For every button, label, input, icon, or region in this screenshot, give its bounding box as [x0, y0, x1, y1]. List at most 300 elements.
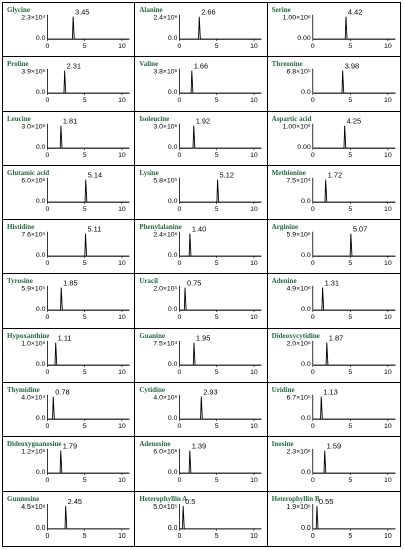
x-tick-label: 5 [215, 43, 219, 50]
panel-title: Proline [7, 60, 29, 69]
x-tick-label: 10 [250, 423, 259, 431]
x-tick-label: 0 [310, 368, 315, 376]
panel-title: Isoleucine [139, 114, 170, 123]
chromatogram-panel [135, 3, 267, 57]
x-tick-label: 5 [348, 97, 352, 105]
peak-trace [312, 180, 395, 202]
panel-title: Arginine [271, 223, 299, 232]
y-max-label: 7.5×10⁴ [285, 177, 311, 185]
x-tick-label: 5 [348, 477, 352, 485]
peak-label: 4.42 [347, 7, 363, 17]
x-tick-label: 0 [177, 423, 182, 431]
x-tick-label: 10 [118, 423, 126, 431]
panel-title: Heterophyllin B [271, 494, 320, 503]
peak-label: 1.79 [62, 442, 78, 452]
chromatogram-panel [3, 57, 135, 111]
chromatogram-plot [135, 57, 266, 110]
peak-label: 2.31 [66, 62, 82, 72]
x-tick-label: 10 [118, 260, 126, 268]
x-tick-label: 0 [310, 97, 315, 105]
y-min-label: 0.0 [35, 524, 46, 532]
peak-label: 1.13 [322, 387, 338, 397]
peak-label: 1.31 [324, 279, 339, 289]
y-min-label: 0.0 [300, 89, 311, 97]
peak-label: 0.5 [185, 496, 196, 506]
chromatogram-panel [135, 274, 267, 328]
x-tick-label: 0 [310, 477, 315, 485]
peak-label: 1.81 [62, 116, 78, 126]
peak-trace [180, 234, 262, 256]
chromatogram-plot [268, 492, 400, 546]
y-min-label: 0.0 [168, 524, 178, 532]
x-tick-label: 10 [383, 477, 392, 485]
peak-trace [312, 125, 395, 147]
peak-label: 2.45 [67, 496, 83, 506]
y-max-label: 6.7×10⁵ [286, 394, 311, 402]
x-tick-label: 0 [310, 423, 315, 431]
x-tick-label: 10 [250, 368, 259, 376]
y-max-label: 2.3×10⁴ [21, 14, 46, 22]
chromatogram-plot [3, 383, 134, 436]
y-max-label: 5.9×10⁶ [286, 231, 311, 239]
y-min-label: 0.0 [35, 252, 46, 260]
peak-label: 0.55 [318, 496, 334, 506]
panel-title: Hypoxanthine [7, 331, 50, 340]
chromatogram-plot [3, 166, 134, 219]
panel-title: Threonine [271, 60, 303, 69]
peak-label: 0.78 [55, 387, 70, 397]
peak-label: 2.93 [203, 387, 218, 397]
chromatogram-plot [3, 57, 134, 110]
x-tick-label: 10 [250, 205, 259, 213]
chromatogram-plot [135, 3, 266, 56]
chromatogram-panel [268, 220, 400, 274]
x-tick-label: 0 [45, 97, 50, 105]
x-tick-label: 5 [82, 151, 87, 159]
chromatogram-panel [268, 492, 400, 546]
chromatogram-panel [3, 383, 135, 437]
chromatogram-plot [3, 112, 134, 165]
chromatogram-grid [2, 2, 401, 547]
peak-trace [312, 506, 395, 529]
y-max-label: 2.4×10⁶ [153, 231, 178, 239]
x-tick-label: 5 [215, 151, 219, 159]
x-tick-label: 0 [177, 97, 182, 105]
x-tick-label: 10 [383, 314, 392, 322]
panel-title: Gunnosine [7, 494, 40, 503]
peak-label: 5.07 [352, 224, 367, 234]
x-tick-label: 10 [383, 205, 392, 213]
y-max-label: 6.8×10⁵ [286, 68, 311, 76]
x-tick-label: 0 [177, 260, 182, 268]
x-tick-label: 0 [310, 314, 315, 322]
panel-title: Tyrosine [7, 277, 33, 286]
x-tick-label: 5 [82, 423, 87, 431]
peak-trace [180, 180, 262, 202]
x-tick-label: 5 [348, 151, 352, 159]
x-tick-label: 10 [250, 97, 259, 105]
chromatogram-plot [268, 437, 400, 490]
x-tick-label: 0 [177, 477, 182, 485]
chromatogram-plot [268, 57, 400, 110]
y-min-label: 0.0 [300, 524, 311, 532]
peak-label: 1.59 [326, 442, 341, 452]
chromatogram-plot [135, 383, 266, 436]
y-min-label: 0.0 [168, 360, 178, 368]
chromatogram-panel [3, 220, 135, 274]
panel-title: Valine [139, 60, 159, 69]
chromatogram-panel [268, 166, 400, 220]
panel-title: Serine [271, 6, 291, 14]
x-tick-label: 5 [215, 314, 219, 322]
y-min-label: 0.0 [168, 469, 178, 477]
peak-label: 1.72 [327, 170, 342, 180]
x-tick-label: 5 [215, 477, 219, 485]
x-tick-label: 0 [177, 151, 182, 159]
x-tick-label: 0 [310, 532, 315, 540]
chromatogram-plot [268, 383, 400, 436]
peak-label: 3.45 [75, 7, 90, 17]
peak-trace [180, 288, 262, 310]
x-tick-label: 0 [177, 43, 182, 50]
y-min-label: 0.0 [300, 415, 311, 423]
x-tick-label: 5 [82, 97, 87, 105]
y-min-label: 0.0 [168, 198, 178, 206]
chromatogram-plot [268, 3, 400, 56]
x-tick-label: 0 [177, 314, 182, 322]
y-min-label: 0.0 [168, 415, 178, 423]
y-min-label: 0.0 [35, 469, 46, 477]
y-max-label: 2.0×10⁶ [286, 340, 311, 348]
y-min-label: 0.0 [168, 252, 178, 260]
chromatogram-plot [3, 274, 134, 327]
panel-title: Aspartic acid [271, 114, 312, 123]
y-max-label: 2.4×10⁶ [153, 14, 178, 22]
x-tick-label: 0 [45, 532, 50, 540]
peak-label: 3.98 [344, 62, 359, 72]
panel-title: Methionine [271, 168, 306, 177]
x-tick-label: 0 [45, 205, 50, 213]
y-max-label: 6.0×10⁶ [21, 177, 46, 185]
x-tick-label: 10 [118, 43, 126, 50]
peak-trace [312, 71, 395, 93]
y-min-label: 0.0 [300, 198, 311, 206]
y-min-label: 0.0 [300, 306, 311, 314]
chromatogram-panel [268, 437, 400, 491]
panel-title: Cytidine [139, 386, 165, 395]
chromatogram-panel [135, 329, 267, 383]
y-max-label: 5.0×10⁵ [153, 503, 178, 511]
chromatogram-plot [135, 329, 266, 382]
chromatogram-panel [268, 383, 400, 437]
y-min-label: 0.00 [296, 143, 311, 151]
x-tick-label: 0 [45, 368, 50, 376]
chromatogram-plot [135, 274, 266, 327]
y-min-label: 0.0 [168, 143, 178, 151]
peak-trace [180, 71, 262, 93]
y-max-label: 6.0×10⁶ [153, 449, 178, 457]
chromatogram-panel [268, 57, 400, 111]
peak-label: 1.92 [196, 116, 211, 126]
x-tick-label: 10 [118, 532, 126, 540]
peak-label: 0.75 [187, 279, 202, 289]
x-tick-label: 0 [310, 151, 315, 159]
y-max-label: 2.0×10⁵ [153, 286, 178, 294]
peak-label: 5.11 [87, 224, 102, 234]
x-tick-label: 10 [250, 477, 259, 485]
chromatogram-plot [135, 437, 266, 490]
panel-title: Dideoxyguanosine [7, 440, 62, 449]
x-tick-label: 5 [215, 260, 219, 268]
panel-title: Inosine [271, 440, 294, 449]
x-tick-label: 5 [348, 368, 352, 376]
panel-title: Uracil [139, 277, 158, 286]
panel-title: Alanine [139, 6, 163, 14]
x-tick-label: 5 [82, 314, 87, 322]
x-tick-label: 5 [215, 532, 219, 540]
chromatogram-plot [268, 166, 400, 219]
peak-trace [47, 506, 129, 529]
x-tick-label: 5 [348, 205, 352, 213]
x-tick-label: 0 [310, 260, 315, 268]
y-max-label: 4.0×10⁴ [21, 394, 46, 402]
peak-trace [47, 17, 129, 39]
x-tick-label: 0 [310, 205, 315, 213]
x-tick-label: 10 [383, 151, 392, 159]
y-max-label: 7.6×10⁵ [21, 231, 46, 239]
peak-trace [312, 451, 395, 473]
y-min-label: 0.0 [168, 306, 178, 314]
peak-trace [47, 125, 129, 147]
y-max-label: 1.0×10⁶ [21, 340, 46, 348]
x-tick-label: 5 [82, 260, 87, 268]
peak-trace [47, 288, 129, 310]
x-tick-label: 5 [215, 97, 219, 105]
x-tick-label: 5 [215, 368, 219, 376]
x-tick-label: 5 [82, 43, 87, 50]
peak-label: 5.14 [87, 170, 103, 180]
peak-trace [312, 234, 395, 256]
peak-trace [180, 397, 262, 419]
panel-title: Leucine [7, 114, 31, 123]
chromatogram-plot [268, 112, 400, 165]
panel-title: Uridine [271, 386, 295, 395]
peak-trace [180, 125, 262, 147]
y-max-label: 4.0×10⁶ [153, 394, 178, 402]
chromatogram-plot [3, 437, 134, 490]
chromatogram-panel [135, 166, 267, 220]
peak-trace [180, 451, 262, 473]
peak-label: 1.85 [63, 279, 78, 289]
peak-label: 1.66 [194, 62, 209, 72]
y-min-label: 0.0 [168, 89, 178, 97]
y-max-label: 3.8×10⁶ [153, 68, 178, 76]
chromatogram-plot [268, 220, 400, 273]
x-tick-label: 5 [82, 477, 87, 485]
x-tick-label: 5 [215, 423, 219, 431]
x-tick-label: 0 [310, 43, 315, 50]
y-max-label: 1.9×10⁶ [286, 503, 311, 511]
x-tick-label: 10 [118, 314, 126, 322]
chromatogram-panel [3, 3, 135, 57]
chromatogram-panel [135, 492, 267, 546]
x-tick-label: 5 [348, 314, 352, 322]
y-min-label: 0.0 [168, 35, 178, 43]
chromatogram-panel [268, 112, 400, 166]
x-tick-label: 10 [250, 532, 259, 540]
peak-trace [312, 397, 395, 419]
chromatogram-panel [135, 437, 267, 491]
chromatogram-plot [3, 220, 134, 273]
peak-trace [47, 342, 129, 364]
x-tick-label: 0 [45, 314, 50, 322]
x-tick-label: 0 [177, 368, 182, 376]
y-max-label: 4.5×10⁶ [21, 503, 46, 511]
y-max-label: 1.00×10⁶ [282, 123, 311, 131]
peak-trace [47, 397, 129, 419]
panel-title: Lysine [139, 168, 159, 177]
panel-title: Guanine [139, 331, 166, 340]
y-max-label: 5.9×10⁵ [21, 286, 46, 294]
peak-label: 5.12 [219, 170, 235, 180]
x-tick-label: 10 [383, 43, 392, 50]
chromatogram-panel [135, 220, 267, 274]
peak-trace [180, 342, 262, 364]
chromatogram-plot [135, 166, 266, 219]
chromatogram-panel [268, 3, 400, 57]
x-tick-label: 0 [177, 532, 182, 540]
x-tick-label: 10 [118, 477, 126, 485]
y-min-label: 0.0 [35, 89, 46, 97]
y-max-label: 3.9×10⁶ [21, 68, 46, 76]
x-tick-label: 10 [383, 532, 392, 540]
x-tick-label: 5 [82, 532, 87, 540]
chromatogram-panel [268, 274, 400, 328]
y-min-label: 0.0 [35, 198, 46, 206]
peak-label: 1.87 [328, 333, 343, 343]
y-min-label: 0.00 [296, 35, 311, 43]
x-tick-label: 10 [250, 314, 259, 322]
x-tick-label: 10 [250, 43, 259, 50]
x-tick-label: 10 [383, 97, 392, 105]
chromatogram-panel [135, 383, 267, 437]
chromatogram-panel [3, 166, 135, 220]
y-min-label: 0.0 [300, 469, 311, 477]
y-max-label: 4.9×10⁶ [286, 286, 311, 294]
panel-title: Glycine [7, 6, 30, 14]
x-tick-label: 0 [45, 423, 50, 431]
x-tick-label: 5 [82, 205, 87, 213]
panel-title: Thymidine [7, 386, 40, 395]
x-tick-label: 10 [383, 423, 392, 431]
x-tick-label: 10 [118, 205, 126, 213]
x-tick-label: 10 [118, 368, 126, 376]
x-tick-label: 10 [383, 260, 392, 268]
peak-label: 4.25 [346, 116, 361, 126]
y-min-label: 0.0 [35, 360, 46, 368]
peak-trace [180, 17, 262, 39]
peak-label: 1.95 [196, 333, 211, 343]
y-max-label: 7.5×10⁴ [153, 340, 178, 348]
chromatogram-panel [268, 329, 400, 383]
y-min-label: 0.0 [35, 306, 46, 314]
peak-trace [312, 288, 395, 310]
chromatogram-plot [3, 329, 134, 382]
x-tick-label: 5 [348, 43, 352, 50]
y-min-label: 0.0 [35, 143, 46, 151]
y-min-label: 0.0 [35, 35, 46, 43]
chromatogram-panel [3, 437, 135, 491]
chromatogram-plot [268, 274, 400, 327]
y-max-label: 3.0×10⁶ [21, 123, 46, 131]
y-min-label: 0.0 [300, 361, 311, 368]
x-tick-label: 10 [118, 151, 126, 159]
peak-trace [47, 71, 129, 93]
panel-title: Dideoxycytidine [271, 331, 320, 340]
chromatogram-panel [135, 112, 267, 166]
chromatogram-panel [3, 329, 135, 383]
x-tick-label: 5 [348, 423, 352, 431]
peak-trace [312, 342, 395, 364]
x-tick-label: 0 [45, 151, 50, 159]
y-max-label: 1.00×10⁶ [282, 14, 311, 22]
chromatogram-plot [135, 112, 266, 165]
x-tick-label: 5 [82, 368, 87, 376]
peak-trace [47, 451, 129, 473]
peak-label: 2.66 [201, 7, 216, 17]
peak-label: 1.11 [57, 333, 72, 343]
panel-title: Histidine [7, 223, 35, 232]
chromatogram-panel [3, 274, 135, 328]
x-tick-label: 0 [45, 43, 50, 50]
x-tick-label: 10 [383, 368, 392, 376]
y-max-label: 2.3×10⁶ [286, 449, 311, 456]
peak-trace [180, 506, 262, 529]
peak-label: 1.39 [192, 442, 207, 452]
panel-title: Glutamic acid [7, 168, 50, 177]
chromatogram-plot [135, 220, 266, 273]
peak-trace [47, 180, 129, 202]
panel-title: Phenylalanine [139, 223, 182, 232]
chromatogram-panel [135, 57, 267, 111]
peak-label: 1.40 [192, 224, 207, 234]
chromatogram-plot [135, 492, 266, 546]
y-max-label: 3.0×10⁶ [153, 123, 178, 131]
y-max-label: 1.2×10⁶ [21, 449, 46, 457]
chromatogram-plot [268, 329, 400, 382]
x-tick-label: 0 [177, 205, 182, 213]
x-tick-label: 5 [348, 532, 352, 540]
panel-title: Heterophyllin A [139, 494, 188, 503]
chromatogram-plot [3, 492, 134, 546]
x-tick-label: 10 [250, 151, 259, 159]
chromatogram-plot [3, 3, 134, 56]
y-max-label: 5.8×10⁵ [153, 177, 178, 185]
x-tick-label: 5 [215, 205, 219, 213]
chromatogram-panel [3, 492, 135, 546]
x-tick-label: 0 [45, 477, 50, 485]
peak-trace [312, 17, 395, 39]
peak-trace [47, 234, 129, 256]
panel-title: Adenosine [139, 440, 171, 449]
chromatogram-panel [3, 112, 135, 166]
x-tick-label: 0 [45, 260, 50, 268]
y-min-label: 0.0 [35, 415, 46, 423]
panel-title: Adenine [271, 277, 297, 286]
y-min-label: 0.0 [300, 252, 311, 260]
x-tick-label: 5 [348, 260, 352, 268]
x-tick-label: 10 [118, 97, 126, 105]
